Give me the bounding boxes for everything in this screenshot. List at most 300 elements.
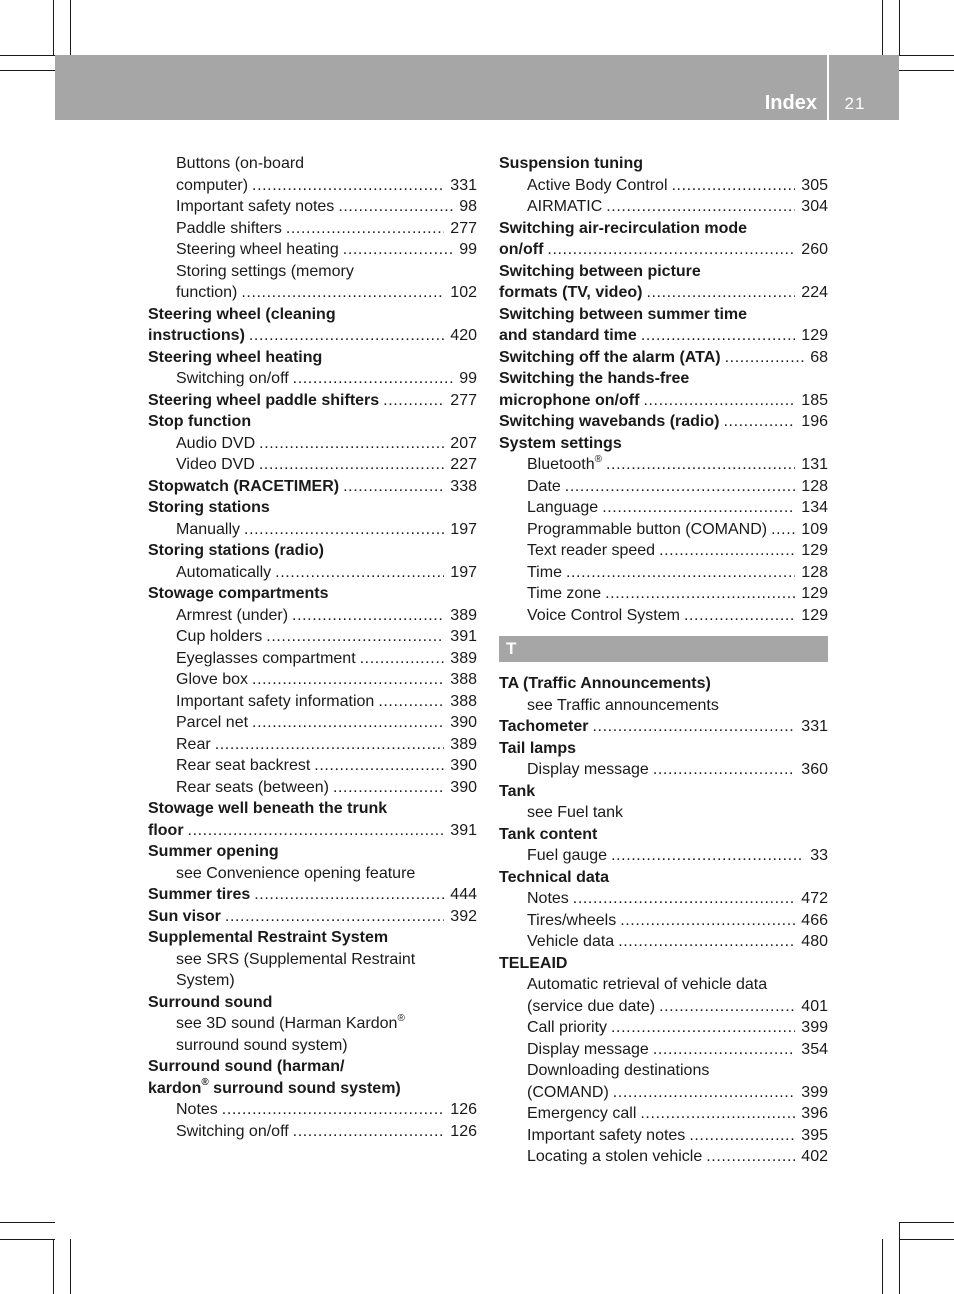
index-subentry	[499, 1060, 828, 1082]
entry-label: Call priority	[527, 1019, 608, 1036]
index-subentry	[148, 734, 477, 756]
entry-text	[176, 239, 339, 261]
index-entry	[148, 798, 477, 820]
entry-text	[148, 476, 339, 498]
crop-mark-bottom-left-v2	[70, 1239, 71, 1294]
entry-text	[499, 869, 609, 886]
page-reference[interactable]: 392	[450, 907, 477, 925]
entry-label: (COMAND)	[527, 1083, 609, 1101]
dot-leader	[562, 562, 795, 584]
index-subentry	[148, 261, 477, 283]
entry-text	[148, 1077, 401, 1097]
page-reference[interactable]: 331	[450, 176, 477, 194]
page-reference[interactable]: 472	[801, 890, 828, 907]
index-entry	[499, 673, 828, 695]
dot-leader	[655, 996, 795, 1018]
crop-mark-bottom-right-h2	[899, 1239, 954, 1240]
entry-label: Tachometer	[499, 718, 589, 735]
index-entry	[148, 411, 477, 433]
index-entry	[148, 497, 477, 519]
page-reference[interactable]: 277	[450, 219, 477, 237]
page-reference[interactable]: 197	[450, 520, 477, 538]
index-subentry	[148, 1035, 477, 1057]
index-entry	[499, 347, 828, 369]
entry-label: surround sound system)	[176, 1036, 348, 1054]
crop-mark-bottom-left-h2	[0, 1239, 55, 1240]
page-reference[interactable]: 126	[450, 1101, 477, 1118]
entry-label: Switching between summer time	[499, 305, 748, 323]
entry-text	[527, 697, 719, 714]
page-reference[interactable]: 196	[801, 413, 828, 430]
entry-label: Steering wheel (cleaning	[148, 305, 336, 323]
index-subentry	[499, 583, 828, 605]
page-reference[interactable]: 399	[801, 1019, 828, 1036]
entry-text	[499, 370, 689, 387]
page-reference[interactable]: 109	[801, 520, 828, 538]
index-subentry	[499, 605, 828, 627]
entry-text	[148, 499, 270, 516]
dot-leader	[374, 691, 444, 713]
dot-leader	[218, 1099, 445, 1121]
index-entry	[499, 368, 828, 390]
entry-label: on/off	[499, 241, 544, 258]
entry-label: Switching on/off	[176, 370, 289, 387]
index-entry	[499, 824, 828, 846]
dot-leader	[721, 347, 805, 369]
crop-mark-bottom-right-v	[882, 1239, 883, 1294]
entry-label: Glove box	[176, 671, 249, 688]
dot-leader	[339, 476, 444, 498]
entry-label: Locating a stolen vehicle	[527, 1148, 703, 1165]
entry-text	[148, 542, 324, 559]
entry-text	[527, 497, 598, 519]
dot-leader	[237, 282, 444, 304]
page-reference[interactable]: 390	[450, 757, 477, 774]
index-entry	[148, 476, 477, 498]
entry-text	[176, 648, 356, 670]
page-reference[interactable]: 134	[801, 499, 828, 516]
entry-label: Tank content	[499, 825, 598, 843]
entry-text	[527, 1103, 636, 1125]
entry-text	[148, 390, 379, 412]
dot-leader	[561, 476, 796, 498]
page-reference[interactable]: 389	[450, 606, 477, 624]
entry-text	[499, 411, 719, 433]
index-entry	[499, 390, 828, 412]
entry-text	[176, 755, 310, 777]
index-subentry	[499, 540, 828, 562]
dot-leader	[668, 175, 796, 197]
page-reference[interactable]: 389	[450, 649, 477, 667]
page-reference[interactable]: 126	[450, 1122, 477, 1140]
index-entry	[499, 325, 828, 347]
page-reference[interactable]: 391	[450, 628, 477, 645]
index-column-left	[148, 153, 477, 1142]
dot-leader	[639, 390, 795, 412]
index-subentry	[148, 1121, 477, 1143]
index-entry	[148, 540, 477, 562]
entry-label: see Traffic announcements	[527, 696, 719, 714]
entry-label: Time zone	[527, 585, 602, 602]
index-subentry	[148, 368, 477, 390]
entry-text	[176, 519, 240, 541]
page-reference[interactable]: 102	[450, 284, 477, 301]
index-subentry	[148, 648, 477, 670]
page-reference[interactable]: 227	[450, 456, 477, 473]
index-subentry	[148, 777, 477, 799]
page-reference[interactable]: 401	[801, 997, 828, 1015]
crop-mark-top-right-v	[882, 0, 883, 55]
dot-leader	[642, 282, 795, 304]
entry-label: Display message	[527, 1040, 649, 1058]
index-entry	[499, 261, 828, 283]
entry-text	[176, 691, 374, 713]
entry-label: (service due date)	[527, 997, 656, 1015]
entry-label: Stop function	[148, 413, 252, 430]
index-subentry	[148, 712, 477, 734]
entry-label: microphone on/off	[499, 391, 640, 409]
index-subentry	[148, 949, 477, 971]
index-subentry	[499, 1039, 828, 1061]
crop-mark-top-left-v	[53, 0, 54, 55]
entry-label: Vehicle data	[527, 933, 615, 950]
dot-leader	[649, 1039, 795, 1061]
index-subentry	[148, 970, 477, 992]
index-entry	[499, 953, 828, 975]
entry-label: Technical data	[499, 868, 609, 886]
entry-label: kardon	[148, 1079, 202, 1097]
page-reference[interactable]: 129	[801, 606, 828, 624]
dot-leader	[569, 888, 796, 910]
entry-text	[148, 884, 250, 906]
entry-label: Summer opening	[148, 843, 279, 860]
entry-text	[499, 220, 747, 237]
page-reference[interactable]: 389	[450, 735, 477, 753]
crop-mark-bottom-right-h	[899, 1222, 954, 1223]
entry-label: Rear seats (between)	[176, 778, 329, 796]
index-subentry	[148, 1099, 477, 1121]
page-reference[interactable]: 390	[450, 714, 477, 731]
entry-label: Summer tires	[148, 886, 251, 903]
section-letter-t: T	[499, 636, 828, 662]
index-subentry	[499, 845, 828, 867]
page-reference[interactable]: 68	[810, 348, 828, 366]
entry-label: Important safety notes	[527, 1126, 686, 1144]
entry-text	[148, 820, 184, 842]
entry-label: Paddle shifters	[176, 219, 282, 237]
entry-text	[527, 804, 623, 821]
page-reference[interactable]: 444	[450, 886, 477, 903]
entry-label: Surround sound (harman/	[148, 1058, 345, 1075]
entry-text	[176, 1121, 289, 1143]
index-entry	[499, 867, 828, 889]
index-subentry	[148, 519, 477, 541]
index-entry	[499, 218, 828, 240]
entry-text	[176, 175, 248, 197]
entry-text	[148, 800, 387, 817]
page-reference[interactable]: 388	[450, 692, 477, 710]
entry-text	[176, 669, 248, 691]
entry-text	[176, 196, 334, 218]
index-entry	[148, 1056, 477, 1078]
index-entry	[148, 992, 477, 1014]
entry-label: Suspension tuning	[499, 155, 643, 172]
page-reference[interactable]: 304	[801, 198, 828, 215]
index-subentry	[499, 1125, 828, 1147]
index-entry	[499, 153, 828, 175]
index-subentry	[499, 1103, 828, 1125]
dot-leader	[255, 433, 444, 455]
page-reference[interactable]: 338	[450, 477, 477, 495]
entry-text	[499, 155, 643, 172]
entry-label: Rear	[176, 735, 211, 753]
page-reference[interactable]: 360	[801, 761, 828, 778]
crop-mark-top-right-h	[899, 55, 954, 56]
index-entry	[148, 927, 477, 949]
page-reference[interactable]: 396	[801, 1105, 828, 1122]
index-entry	[148, 906, 477, 928]
entry-text	[499, 740, 576, 757]
entry-text	[176, 1037, 348, 1054]
page-reference[interactable]: 128	[801, 563, 828, 581]
page-reference[interactable]: 388	[450, 671, 477, 688]
index-subentry	[499, 519, 828, 541]
entry-label: Parcel net	[176, 714, 249, 731]
entry-label: Switching the hands-free	[499, 370, 690, 387]
entry-label: TELEAID	[499, 954, 568, 972]
index-entry	[148, 820, 477, 842]
entry-label: see Fuel tank	[527, 804, 624, 821]
page-reference[interactable]: 224	[801, 284, 828, 301]
dot-leader	[543, 239, 795, 261]
entry-text	[527, 1039, 649, 1061]
entry-text	[527, 583, 601, 605]
crop-mark-top-right-v2	[899, 0, 900, 55]
dot-leader	[649, 759, 795, 781]
page-reference[interactable]: 466	[801, 911, 828, 929]
page-reference[interactable]: 33	[810, 847, 828, 864]
dot-leader	[607, 1017, 795, 1039]
index-entry	[148, 390, 477, 412]
page-reference[interactable]: 277	[450, 391, 477, 409]
entry-text	[499, 955, 567, 972]
dot-leader	[288, 605, 444, 627]
entry-label: Notes	[176, 1101, 218, 1118]
page-reference[interactable]: 402	[801, 1148, 828, 1165]
entry-label: Steering wheel heating	[176, 241, 339, 258]
dot-leader	[356, 648, 445, 670]
entry-label: Supplemental Restraint System	[148, 929, 389, 946]
entry-label: Time	[527, 563, 562, 581]
index-entry	[499, 282, 828, 304]
entry-label: Storing settings (memory	[176, 262, 354, 280]
entry-text	[176, 972, 235, 989]
crop-mark-bottom-left-v	[53, 1239, 54, 1294]
page-reference[interactable]: 131	[801, 456, 828, 473]
dot-leader	[767, 519, 795, 541]
entry-label: Important safety information	[176, 692, 375, 710]
dot-leader	[379, 390, 444, 412]
entry-text	[176, 155, 304, 172]
dot-leader	[271, 562, 444, 584]
entry-text	[176, 368, 289, 390]
entry-text	[176, 712, 248, 734]
index-subentry	[499, 1146, 828, 1168]
index-subentry	[499, 1082, 828, 1104]
crop-mark-bottom-right-v2	[899, 1222, 900, 1294]
page-reference[interactable]: 480	[801, 933, 828, 950]
index-subentry	[148, 218, 477, 240]
page-reference[interactable]: 305	[801, 176, 828, 194]
entry-text	[499, 390, 639, 412]
page-reference[interactable]: 399	[801, 1083, 828, 1101]
entry-label: Rear seat backrest	[176, 757, 311, 774]
entry-label: Important safety notes	[176, 198, 335, 215]
entry-text	[527, 759, 649, 781]
crop-mark-top-left-v2	[70, 0, 71, 55]
dot-leader	[250, 884, 444, 906]
page-reference[interactable]: 207	[450, 434, 477, 452]
dot-leader	[680, 605, 795, 627]
entry-label: Stopwatch (RACETIMER)	[148, 477, 340, 495]
entry-text	[527, 976, 767, 993]
entry-label: function)	[176, 284, 238, 301]
entry-label: Sun visor	[148, 907, 221, 925]
page-reference[interactable]: 98	[459, 198, 477, 215]
entry-text	[148, 906, 221, 928]
entry-label: see SRS (Supplemental Restraint	[176, 950, 416, 968]
entry-label: AIRMATIC	[527, 198, 603, 215]
entry-text	[148, 843, 279, 860]
entry-text	[176, 1012, 405, 1032]
index-subentry	[148, 454, 477, 476]
entry-label: Automatically	[176, 563, 272, 581]
entry-text	[176, 282, 237, 304]
page-reference[interactable]: 390	[450, 778, 477, 796]
entry-label: see Convenience opening feature	[176, 864, 416, 882]
entry-label: Fuel gauge	[527, 847, 608, 864]
page-reference[interactable]: 99	[459, 370, 477, 387]
entry-label: Automatic retrieval of vehicle data	[527, 976, 768, 993]
dot-leader	[339, 239, 453, 261]
index-subentry	[499, 695, 828, 717]
index-subentry	[148, 755, 477, 777]
entry-text	[499, 239, 543, 261]
page-reference[interactable]: 129	[801, 542, 828, 559]
index-entry	[148, 884, 477, 906]
entry-label: floor	[148, 821, 184, 839]
index-subentry	[148, 175, 477, 197]
page-reference[interactable]: 395	[801, 1126, 828, 1144]
page-reference[interactable]: 99	[459, 241, 477, 258]
entry-label: Emergency call	[527, 1105, 637, 1122]
entry-text	[527, 196, 602, 218]
entry-label: Buttons (on-board	[176, 155, 305, 172]
entry-label: Bluetooth	[527, 456, 595, 473]
index-subentry	[148, 196, 477, 218]
page-title: Index	[764, 92, 817, 114]
page-reference[interactable]: 331	[801, 718, 828, 735]
dot-leader	[598, 497, 795, 519]
entry-text	[148, 325, 245, 347]
index-entry	[499, 781, 828, 803]
index-subentry	[148, 605, 477, 627]
entry-text	[527, 1017, 607, 1039]
page-reference[interactable]: 354	[801, 1040, 828, 1058]
registered-mark: ®	[397, 1012, 405, 1024]
dot-leader	[248, 669, 444, 691]
entry-text	[176, 263, 354, 280]
index-subentry	[148, 282, 477, 304]
index-subentry	[499, 175, 828, 197]
index-subentry	[499, 910, 828, 932]
dot-leader	[245, 325, 444, 347]
index-entry	[499, 433, 828, 455]
page-reference[interactable]: 260	[801, 241, 828, 258]
entry-text	[527, 888, 569, 910]
entry-text	[527, 1082, 609, 1104]
entry-text	[176, 454, 255, 476]
entry-text	[499, 263, 701, 280]
dot-leader	[607, 845, 804, 867]
page-reference[interactable]: 129	[801, 585, 828, 602]
entry-label: Switching on/off	[176, 1122, 289, 1140]
index-subentry	[499, 759, 828, 781]
dot-leader	[614, 931, 795, 953]
dot-leader	[601, 583, 795, 605]
entry-text	[176, 865, 415, 882]
entry-label: Video DVD	[176, 456, 255, 473]
index-entry	[499, 738, 828, 760]
page-reference[interactable]: 128	[801, 477, 828, 495]
entry-label: Switching between picture	[499, 262, 701, 280]
entry-text	[499, 347, 721, 369]
entry-text	[527, 910, 616, 932]
entry-text	[527, 845, 607, 867]
entry-label: Audio DVD	[176, 434, 256, 452]
entry-text	[499, 435, 622, 452]
entry-text	[499, 675, 711, 692]
entry-text	[527, 519, 767, 541]
entry-label: computer)	[176, 176, 249, 194]
entry-label: formats (TV, video)	[499, 284, 643, 301]
entry-label: TA (Traffic Announcements)	[499, 675, 711, 692]
page-reference[interactable]: 420	[450, 327, 477, 344]
index-subentry	[499, 888, 828, 910]
page-reference[interactable]: 197	[450, 563, 477, 581]
entry-text	[499, 783, 535, 800]
entry-text	[148, 349, 322, 366]
entry-text	[176, 1099, 218, 1121]
entry-label: Armrest (under)	[176, 606, 289, 624]
page-reference[interactable]: 391	[450, 821, 477, 839]
dot-leader	[240, 519, 444, 541]
page-reference[interactable]: 185	[801, 391, 828, 409]
entry-label: Switching off the alarm (ATA)	[499, 348, 721, 366]
dot-leader	[719, 411, 795, 433]
entry-label: and standard time	[499, 327, 637, 344]
entry-text	[176, 605, 288, 627]
entry-text	[148, 306, 336, 323]
index-subentry	[499, 802, 828, 824]
entry-label-continued: surround sound system)	[208, 1079, 401, 1097]
index-entry	[148, 347, 477, 369]
entry-label: Stowage well beneath the trunk	[148, 800, 388, 817]
entry-label: Display message	[527, 761, 649, 778]
page-reference[interactable]: 129	[801, 327, 828, 344]
entry-label: Voice Control System	[527, 606, 680, 624]
crop-mark-bottom-left-h	[0, 1222, 55, 1223]
